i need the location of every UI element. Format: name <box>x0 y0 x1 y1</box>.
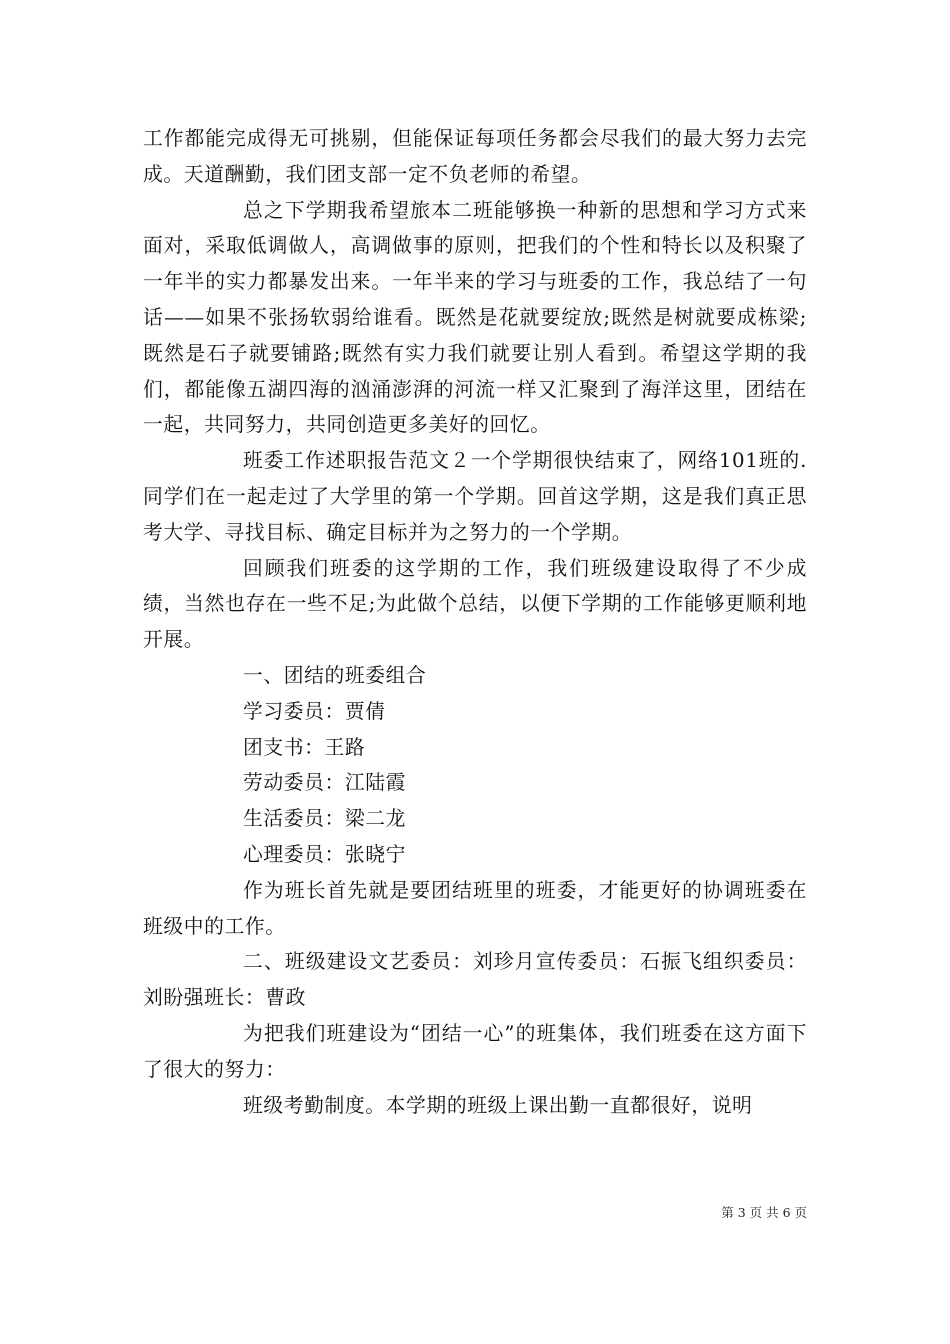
committee-member-line: 心理委员：张晓宁 <box>243 842 407 866</box>
committee-member-line: 学习委员：贾倩 <box>243 699 386 723</box>
paragraph: 工作都能完成得无可挑剔，但能保证每项任务都会尽我们的最大努力去完成。天道酬勤，我们团支部一定不负老师的希望。 <box>143 127 807 186</box>
paragraph: 作为班长首先就是要团结班里的班委，才能更好的协调班委在班级中的工作。 <box>143 878 807 938</box>
paragraph: 总之下学期我希望旅本二班能够换一种新的思想和学习方式来面对，采取低调做人，高调做事的原则，把我们的个性和特长以及积聚了一年半的实力都暴发出来。一年半来的学习与班委的工作，我总结了一句话——如果不张扬软弱给谁看。既然是花就要绽放;既然是树就要成栋梁;既然是石子就要铺路;既然有实力我们就要让别人看到。希望这学期的我们，都能像五湖四海的汹涌澎湃的河流一样又汇聚到了海洋这里，团结在一起，共同努力，共同创造更多美好的回忆。 <box>143 198 807 437</box>
paragraph: 班委工作述职报告范文２一个学期很快结束了，网络101班的.同学们在一起走过了大学里的第一个学期。回首这学期，这是我们真正思考大学、寻找目标、确定目标并为之努力的一个学期。 <box>143 449 807 544</box>
paragraph: 回顾我们班委的这学期的工作，我们班级建设取得了不少成绩，当然也存在一些不足;为此做个总结，以便下学期的工作能够更顺利地开展。 <box>143 556 807 652</box>
committee-member-line: 劳动委员：江陆霞 <box>243 771 407 795</box>
committee-member-line: 生活委员：梁二龙 <box>243 807 407 831</box>
section-heading: 一、团结的班委组合 <box>243 663 427 687</box>
page-number-footer: 第 3 页 共 6 页 <box>721 1205 807 1220</box>
committee-member-line: 团支书：王路 <box>243 735 366 759</box>
section-heading-paragraph: 二、班级建设文艺委员：刘珍月宣传委员：石振飞组织委员：刘盼强班长：曹政 <box>143 950 807 1010</box>
document-body <box>143 121 807 1123</box>
paragraph: 为把我们班建设为“团结一心”的班集体，我们班委在这方面下了很大的努力： <box>143 1021 807 1081</box>
paragraph: 班级考勤制度。本学期的班级上课出勤一直都很好，说明 <box>243 1093 753 1117</box>
